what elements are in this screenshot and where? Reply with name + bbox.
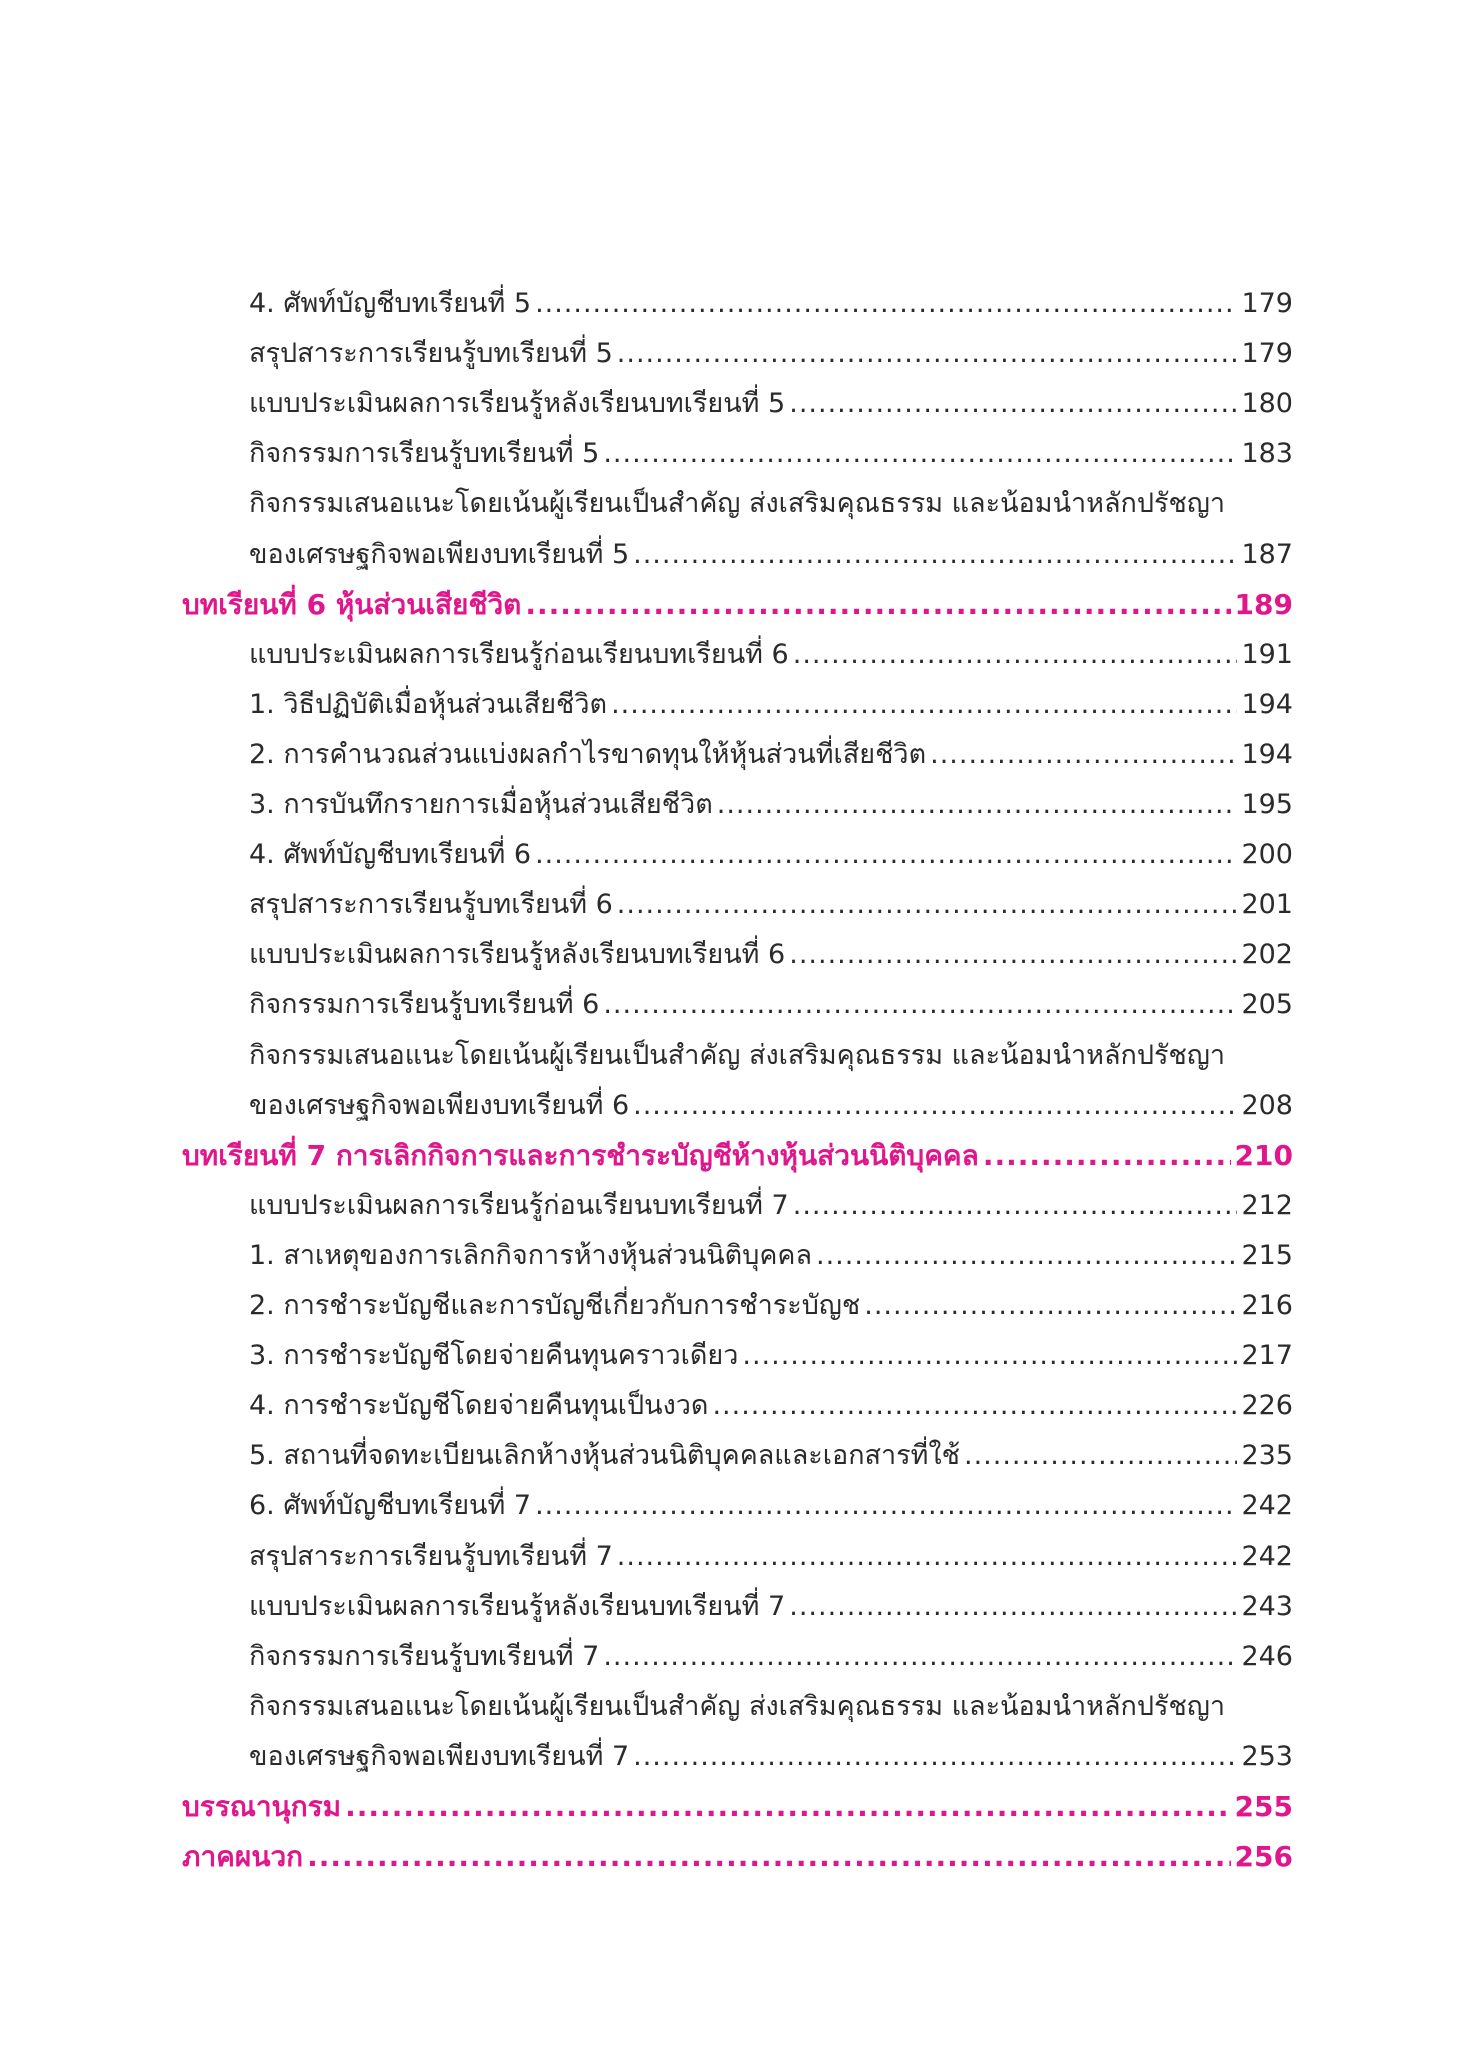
toc-entry	[249, 880, 1293, 930]
toc-entry-label: แบบประเมินผลการเรียนรู้ก่อนเรียนบทเรียนที่ 7	[249, 1190, 789, 1221]
toc-page-number: 217	[1241, 1340, 1293, 1371]
toc-page-number: 194	[1241, 739, 1293, 770]
toc-entry-label: ของเศรษฐกิจพอเพียงบทเรียนที่ 5	[249, 539, 630, 570]
dot-leader	[603, 429, 1237, 479]
toc-entry-label: กิจกรรมเสนอแนะโดยเน้นผู้เรียนเป็นสำคัญ ส่งเสริมคุณธรรม และน้อมนำหลักปรัชญา	[249, 488, 1226, 519]
toc-entry	[249, 1582, 1293, 1632]
toc-entry-label: 5. สถานที่จดทะเบียนเลิกห้างหุ้นส่วนนิติบุคคลและเอกสารที่ใช้	[249, 1440, 960, 1471]
toc-entry-label: 4. การชำระบัญชีโดยจ่ายคืนทุนเป็นงวด	[249, 1390, 709, 1421]
toc-page-number: 243	[1241, 1591, 1293, 1622]
toc-page-number: 253	[1241, 1741, 1293, 1772]
toc-entry	[249, 1181, 1293, 1231]
dot-leader	[816, 1231, 1237, 1281]
dot-leader	[633, 1732, 1237, 1782]
toc-entry-label: ภาคผนวก	[182, 1840, 304, 1873]
toc-page-number: 202	[1241, 939, 1293, 970]
toc-page-number: 208	[1241, 1090, 1293, 1121]
toc-page-number: 256	[1234, 1840, 1293, 1873]
toc-entry-label: 3. การบันทึกรายการเมื่อหุ้นส่วนเสียชีวิต	[249, 789, 713, 820]
toc-entry	[249, 1682, 1293, 1732]
toc-page-number: 216	[1241, 1290, 1293, 1321]
toc-entry-label: บทเรียนที่ 6 หุ้นส่วนเสียชีวิต	[182, 588, 522, 621]
toc-entry-label: 1. วิธีปฏิบัติเมื่อหุ้นส่วนเสียชีวิต	[249, 689, 608, 720]
toc-page-number: 235	[1241, 1440, 1293, 1471]
toc-entry	[249, 429, 1293, 479]
dot-leader	[789, 379, 1237, 429]
toc-chapter-entry	[182, 580, 1293, 630]
toc-entry	[249, 279, 1293, 329]
toc-entry-label: กิจกรรมเสนอแนะโดยเน้นผู้เรียนเป็นสำคัญ ส่งเสริมคุณธรรม และน้อมนำหลักปรัชญา	[249, 1040, 1226, 1071]
toc-entry	[249, 630, 1293, 680]
dot-leader	[789, 1582, 1237, 1632]
toc-entry	[249, 1632, 1293, 1682]
toc-page-number: 179	[1241, 288, 1293, 319]
dot-leader	[535, 1481, 1237, 1531]
toc-entry	[249, 1431, 1293, 1481]
toc-entry-label: แบบประเมินผลการเรียนรู้หลังเรียนบทเรียนที่ 5	[249, 388, 786, 419]
dot-leader	[633, 1081, 1237, 1131]
toc-page-number: 212	[1241, 1190, 1293, 1221]
dot-leader	[793, 630, 1238, 680]
dot-leader	[603, 1632, 1237, 1682]
dot-leader	[617, 329, 1238, 379]
toc-entry-label: 1. สาเหตุของการเลิกกิจการห้างหุ้นส่วนนิติบุคคล	[249, 1240, 813, 1271]
toc-entry-label: กิจกรรมเสนอแนะโดยเน้นผู้เรียนเป็นสำคัญ ส่งเสริมคุณธรรม และน้อมนำหลักปรัชญา	[249, 1691, 1226, 1722]
toc-entry-label: ของเศรษฐกิจพอเพียงบทเรียนที่ 6	[249, 1090, 630, 1121]
dot-leader	[964, 1431, 1237, 1481]
dot-leader	[307, 1832, 1230, 1882]
toc-chapter-entry	[182, 1832, 1293, 1882]
toc-entry	[249, 1331, 1293, 1381]
dot-leader	[345, 1782, 1230, 1832]
toc-entry	[249, 980, 1293, 1030]
toc-entry-label: สรุปสาระการเรียนรู้บทเรียนที่ 6	[249, 889, 613, 920]
toc-entry	[249, 329, 1293, 379]
toc-entry	[249, 830, 1293, 880]
toc-entry-label: สรุปสาระการเรียนรู้บทเรียนที่ 5	[249, 338, 613, 369]
toc-page-number: 205	[1241, 989, 1293, 1020]
toc-entry-label: 4. ศัพท์บัญชีบทเรียนที่ 6	[249, 839, 532, 870]
toc-page-number: 226	[1241, 1390, 1293, 1421]
toc-page-number: 189	[1234, 588, 1293, 621]
toc-entry	[249, 1481, 1293, 1531]
toc-entry-label: 6. ศัพท์บัญชีบทเรียนที่ 7	[249, 1490, 532, 1521]
dot-leader	[633, 530, 1237, 580]
dot-leader	[864, 1281, 1237, 1331]
toc-entry-label: กิจกรรมการเรียนรู้บทเรียนที่ 5	[249, 438, 600, 469]
toc-chapter-entry	[182, 1131, 1293, 1181]
toc-entry-label: บทเรียนที่ 7 การเลิกกิจการและการชำระบัญชีห้างหุ้นส่วนนิติบุคคล	[182, 1139, 979, 1172]
toc-page-number: 246	[1241, 1641, 1293, 1672]
toc-entry	[249, 1231, 1293, 1281]
toc-entry-label: บรรณานุกรม	[182, 1790, 342, 1823]
toc-entry	[249, 680, 1293, 730]
toc-page-number: 255	[1234, 1790, 1293, 1823]
dot-leader	[742, 1331, 1237, 1381]
toc-page-number: 183	[1241, 438, 1293, 469]
toc-entry-label: 2. การคำนวณส่วนแบ่งผลกำไรขาดทุนให้หุ้นส่วนที่เสียชีวิต	[249, 739, 927, 770]
toc-entry-label: สรุปสาระการเรียนรู้บทเรียนที่ 7	[249, 1541, 613, 1572]
dot-leader	[712, 1381, 1237, 1431]
dot-leader	[611, 680, 1237, 730]
dot-leader	[717, 780, 1238, 830]
toc-page-number: 215	[1241, 1240, 1293, 1271]
toc-entry-label: ของเศรษฐกิจพอเพียงบทเรียนที่ 7	[249, 1741, 630, 1772]
toc-page-number: 201	[1241, 889, 1293, 920]
toc-page-number: 187	[1241, 539, 1293, 570]
toc-entry-label: 2. การชำระบัญชีและการบัญชีเกี่ยวกับการชำระบัญช	[249, 1290, 861, 1321]
toc-entry	[249, 730, 1293, 780]
toc-entry-label: กิจกรรมการเรียนรู้บทเรียนที่ 6	[249, 989, 600, 1020]
toc-page-number: 194	[1241, 689, 1293, 720]
toc-chapter-entry	[182, 1782, 1293, 1832]
toc-entry	[249, 379, 1293, 429]
toc-entry-label: แบบประเมินผลการเรียนรู้หลังเรียนบทเรียนที่ 6	[249, 939, 786, 970]
dot-leader	[930, 730, 1237, 780]
toc-entry-label: 3. การชำระบัญชีโดยจ่ายคืนทุนคราวเดียว	[249, 1340, 739, 1371]
dot-leader	[603, 980, 1237, 1030]
toc-entry	[249, 530, 1293, 580]
dot-leader	[617, 1532, 1238, 1582]
toc-entry-label: แบบประเมินผลการเรียนรู้ก่อนเรียนบทเรียนที่ 6	[249, 639, 789, 670]
dot-leader	[525, 580, 1230, 630]
dot-leader	[793, 1181, 1238, 1231]
toc-entry	[249, 479, 1293, 529]
toc-entry	[249, 1281, 1293, 1331]
dot-leader	[789, 930, 1237, 980]
toc-page-number: 195	[1241, 789, 1293, 820]
toc-entry-label: กิจกรรมการเรียนรู้บทเรียนที่ 7	[249, 1641, 600, 1672]
toc-page-number: 200	[1241, 839, 1293, 870]
dot-leader	[535, 279, 1237, 329]
dot-leader	[535, 830, 1237, 880]
dot-leader	[617, 880, 1238, 930]
toc-page-number: 210	[1234, 1139, 1293, 1172]
toc-entry	[249, 1031, 1293, 1081]
toc-entry	[249, 1532, 1293, 1582]
toc-entry	[249, 1081, 1293, 1131]
toc-page-number: 242	[1241, 1490, 1293, 1521]
toc-page-number: 179	[1241, 338, 1293, 369]
toc-entry	[249, 1381, 1293, 1431]
toc-entry-label: 4. ศัพท์บัญชีบทเรียนที่ 5	[249, 288, 532, 319]
toc-page-number: 242	[1241, 1541, 1293, 1572]
toc-entry	[249, 930, 1293, 980]
toc-entry	[249, 1732, 1293, 1782]
toc-page-number: 180	[1241, 388, 1293, 419]
toc-entry	[249, 780, 1293, 830]
toc-page-number: 191	[1241, 639, 1293, 670]
toc-entry-label: แบบประเมินผลการเรียนรู้หลังเรียนบทเรียนที่ 7	[249, 1591, 786, 1622]
dot-leader	[983, 1131, 1231, 1181]
